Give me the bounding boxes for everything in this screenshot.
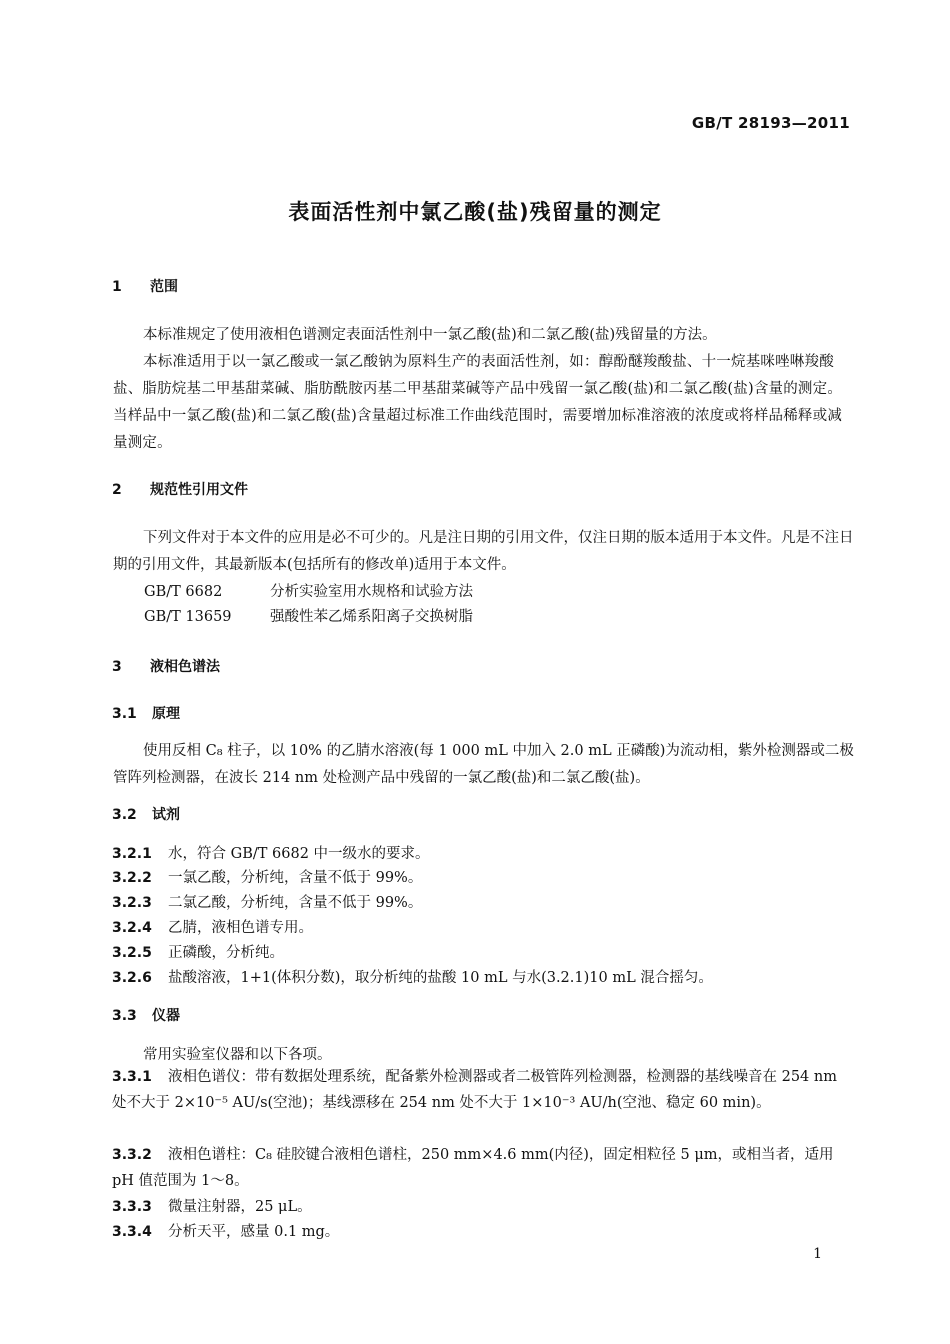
subsection-title: 原理 [152, 706, 180, 722]
item-number: 3.3.3 [112, 1199, 152, 1215]
subsection-3-1-heading [112, 703, 180, 723]
item-text: 正磷酸，分析纯。 [168, 945, 284, 961]
subsection-number: 3.1 [112, 706, 137, 722]
document-title: 表面活性剂中氯乙酸(盐)残留量的测定 [288, 200, 662, 224]
section-2-paragraph-1: 下列文件对于本文件的应用是必不可少的。凡是注日期的引用文件，仅注日期的版本适用于本文件。凡是不注日期的引用文件，其最新版本(包括所有的修改单)适用于本文件。 [113, 530, 854, 573]
item-text: 微量注射器，25 μL。 [168, 1199, 312, 1215]
section-number: 3 [112, 659, 122, 675]
section-3-heading [112, 656, 220, 676]
item-text: 二氯乙酸，分析纯，含量不低于 99%。 [168, 895, 423, 911]
section-title: 液相色谱法 [150, 659, 220, 675]
subsection-number: 3.3 [112, 1008, 137, 1024]
item-number: 3.2.5 [112, 945, 152, 961]
reference-code: GB/T 6682 [144, 584, 223, 600]
subsection-3-2-heading [112, 804, 180, 824]
item-number: 3.2.6 [112, 970, 152, 986]
reference-item [144, 605, 473, 626]
reagent-item [112, 916, 313, 937]
item-number: 3.3.4 [112, 1224, 152, 1240]
instrument-item [112, 1142, 854, 1194]
instrument-item [112, 1220, 339, 1241]
instrument-item [112, 1195, 312, 1216]
standard-number: GB/T 28193—2011 [691, 114, 850, 132]
subsection-title: 试剂 [152, 807, 180, 823]
reference-title: 分析实验室用水规格和试验方法 [270, 584, 473, 600]
item-number: 3.2.4 [112, 920, 152, 936]
reference-code: GB/T 13659 [144, 609, 232, 625]
item-text: 液相色谱仪：带有数据处理系统，配备紫外检测器或者二极管阵列检测器，检测器的基线噪音在 254 nm 处不大于 2×10⁻⁵ AU/s(空池)；基线漂移在 254 nm 处不大于 1×10⁻³ AU/h(空池、稳定 60 min)。 [112, 1069, 837, 1111]
reference-title: 强酸性苯乙烯系阳离子交换树脂 [270, 609, 473, 625]
item-text: 液相色谱柱：C₈ 硅胶键合液相色谱柱，250 mm×4.6 mm(内径)，固定相粒径 5 μm，或相当者，适用 pH 值范围为 1～8。 [112, 1147, 834, 1189]
section-title: 范围 [150, 279, 178, 295]
reagent-item [112, 842, 430, 863]
section-2-heading [112, 479, 248, 499]
item-text: 盐酸溶液，1+1(体积分数)，取分析纯的盐酸 10 mL 与水(3.2.1)10 mL 混合摇匀。 [168, 970, 713, 986]
section-1-paragraph-2: 本标准适用于以一氯乙酸或一氯乙酸钠为原料生产的表面活性剂，如：醇酚醚羧酸盐、十一烷基咪唑啉羧酸盐、脂肪烷基二甲基甜菜碱、脂肪酰胺丙基二甲基甜菜碱等产品中残留一氯乙酸(盐)和二氯乙酸(盐)含量的测定。当样品中一氯乙酸(盐)和二氯乙酸(盐)含量超过标准工作曲线范围时，需要增加标准溶液的浓度或将样品稀释或减量测定。 [113, 354, 843, 451]
reagent-item [112, 891, 422, 912]
item-number: 3.2.2 [112, 870, 152, 886]
section-number: 2 [112, 482, 122, 498]
section-number: 1 [112, 279, 122, 295]
reagent-item [112, 866, 422, 887]
section-title: 规范性引用文件 [150, 482, 248, 498]
section-1-paragraph-1: 本标准规定了使用液相色谱测定表面活性剂中一氯乙酸(盐)和二氯乙酸(盐)残留量的方法。 [143, 327, 717, 343]
instrument-item [112, 1064, 854, 1116]
section-1-heading [112, 276, 178, 296]
item-number: 3.2.3 [112, 895, 152, 911]
item-number: 3.2.1 [112, 846, 152, 862]
page-number: 1 [813, 1246, 822, 1262]
reference-item [144, 580, 473, 601]
subsection-number: 3.2 [112, 807, 137, 823]
item-text: 分析天平，感量 0.1 mg。 [168, 1224, 340, 1240]
subsection-title: 仪器 [152, 1008, 180, 1024]
reagent-item [112, 941, 284, 962]
item-text: 一氯乙酸，分析纯，含量不低于 99%。 [168, 870, 423, 886]
subsection-3-1-paragraph: 使用反相 C₈ 柱子，以 10% 的乙腈水溶液(每 1 000 mL 中加入 2.0 mL 正磷酸)为流动相，紫外检测器或二极管阵列检测器，在波长 214 nm 处检测产品中残留的一氯乙酸(盐)和二氯乙酸(盐)。 [113, 743, 854, 786]
item-text: 乙腈，液相色谱专用。 [168, 920, 313, 936]
subsection-3-3-heading [112, 1005, 180, 1025]
reagent-item [112, 966, 713, 987]
subsection-3-3-intro: 常用实验室仪器和以下各项。 [143, 1047, 332, 1063]
item-text: 水，符合 GB/T 6682 中一级水的要求。 [168, 846, 430, 862]
item-number: 3.3.2 [112, 1147, 152, 1163]
item-number: 3.3.1 [112, 1069, 152, 1085]
